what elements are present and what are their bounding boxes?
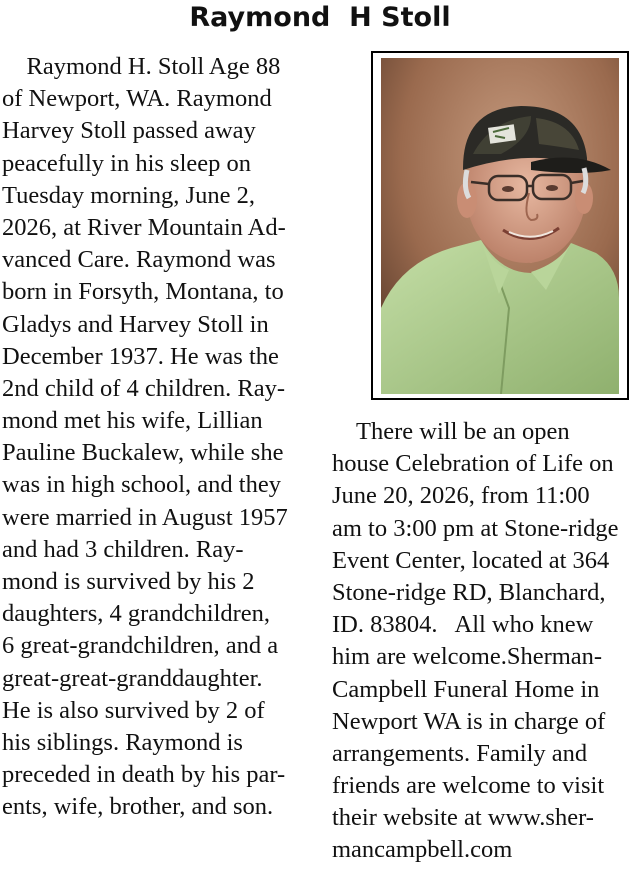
left-column-text-line: 2026, at River Mountain Ad- — [2, 213, 286, 241]
right-column-text-line: friends are welcome to visit — [332, 772, 605, 800]
right-column-text-line: him are welcome.Sherman- — [332, 643, 603, 671]
left-column-text-line: December 1937. He was the — [2, 342, 279, 370]
right-column-text-line: house Celebration of Life on — [332, 450, 614, 478]
left-column-text-line: was in high school, and they — [2, 471, 281, 499]
right-column-text-line: Event Center, located at 364 — [332, 546, 610, 574]
left-column-text-line: great-great-granddaughter. — [2, 664, 263, 692]
left-column-text-line: Gladys and Harvey Stoll in — [2, 310, 269, 338]
left-column-text-line: were married in August 1957 — [2, 503, 288, 531]
portrait-photo-frame — [371, 51, 629, 400]
left-column-text-line: 2nd child of 4 children. Ray- — [2, 374, 286, 402]
left-column-text-line: ents, wife, brother, and son. — [2, 793, 274, 821]
right-column-text-line: ID. 83804. All who knew — [332, 611, 594, 639]
left-column-text-line: daughters, 4 grandchildren, — [2, 600, 271, 628]
left-column-text-line: and had 3 children. Ray- — [2, 535, 244, 563]
left-column-text-line: of Newport, WA. Raymond — [2, 85, 272, 113]
left-column-text-line: preceded in death by his par- — [2, 761, 286, 789]
left-column-text-line: 6 great-grandchildren, and a — [2, 632, 279, 660]
left-column-text-line: born in Forsyth, Montana, to — [2, 278, 284, 306]
obituary-title: Raymond H Stoll — [189, 2, 451, 33]
right-column-text-line: There will be an open — [332, 418, 570, 445]
left-column-text-line: Pauline Buckalew, while she — [2, 439, 284, 467]
right-column-text-line: mancampbell.com — [332, 836, 513, 864]
right-column-text-line: am to 3:00 pm at Stone-ridge — [332, 514, 619, 542]
left-column-text-line: vanced Care. Raymond was — [2, 246, 276, 274]
right-column-text-line: June 20, 2026, from 11:00 — [332, 482, 590, 510]
left-column-text-line: Raymond H. Stoll Age 88 — [2, 53, 281, 80]
left-column-text-line: Harvey Stoll passed away — [2, 117, 256, 145]
left-column-text-line: mond met his wife, Lillian — [2, 407, 263, 435]
right-column-text-line: Stone-ridge RD, Blanchard, — [332, 578, 606, 606]
left-column-text-line: He is also survived by 2 of — [2, 696, 265, 724]
right-column-text-line: arrangements. Family and — [332, 739, 588, 767]
portrait-photo — [381, 58, 619, 394]
right-column-text-line: Newport WA is in charge of — [332, 707, 606, 735]
obituary-text-right-column — [332, 416, 638, 867]
left-column-text-line: his siblings. Raymond is — [2, 728, 243, 756]
left-column-text-line: mond is survived by his 2 — [2, 568, 255, 595]
obituary-text-left-column — [2, 51, 312, 824]
left-column-text-line: Tuesday morning, June 2, — [2, 181, 255, 209]
left-column-text-line: peacefully in his sleep on — [2, 149, 252, 177]
right-column-text-line: their website at www.sher- — [332, 804, 594, 832]
right-column-text-line: Campbell Funeral Home in — [332, 675, 600, 703]
